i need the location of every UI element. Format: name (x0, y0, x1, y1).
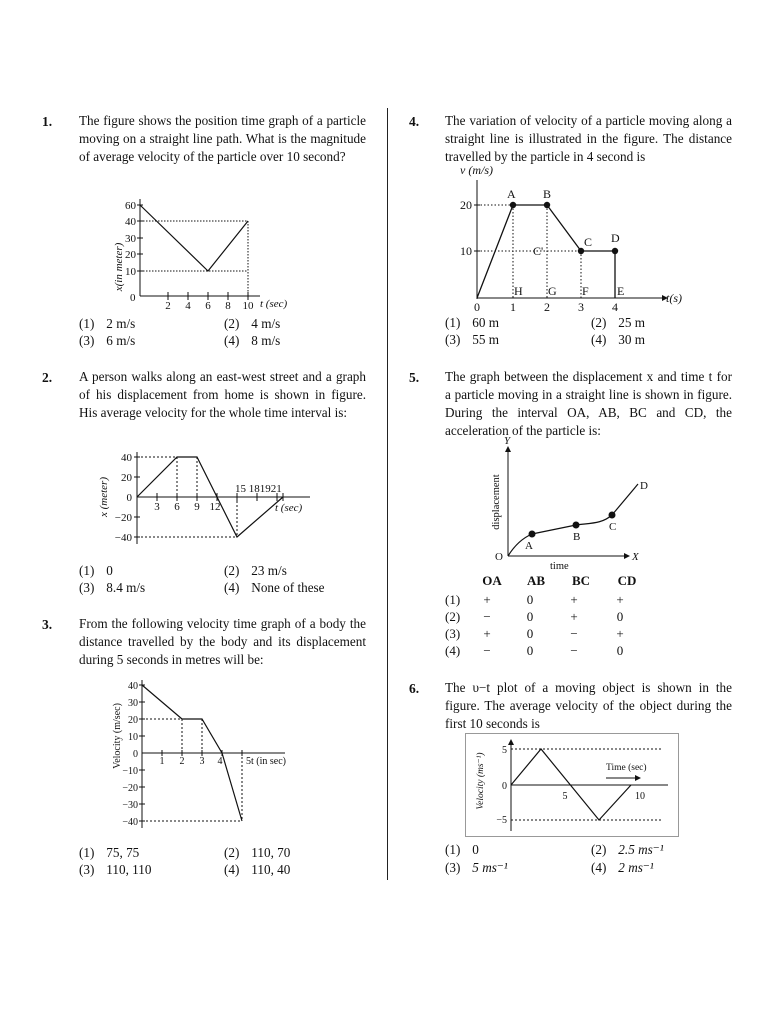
q4-ytick: 20 (460, 198, 472, 212)
q3-ylabel: Velocity (m/sec) (112, 703, 123, 769)
q4-figure (440, 162, 700, 312)
q1-ytick: 10 (125, 266, 136, 278)
q4-xtick: 3 (578, 300, 584, 314)
q5-label-d: D (640, 480, 648, 492)
q1-option-2[interactable]: (2) 4 m/s (224, 316, 281, 331)
q1-xtick: 6 (205, 300, 211, 312)
q1-ytick: 60 (125, 200, 136, 212)
q2-ytick: 20 (121, 472, 132, 484)
q3-xlabel: 5t (in sec) (246, 756, 286, 767)
q4-number: 4. (409, 114, 420, 129)
q3-ytick: 30 (128, 698, 138, 709)
q4-xtick: 0 (474, 300, 480, 314)
q1-ytick: 30 (125, 233, 136, 245)
q1-number: 1. (42, 114, 53, 129)
q3-ytick: −10 (122, 766, 138, 777)
q1-graph-line (140, 205, 248, 271)
q1-xtick: 4 (185, 300, 191, 312)
q4-label-f: F (582, 284, 589, 298)
q3-xtick: 3 (199, 756, 205, 767)
q5-option-4[interactable]: (4) − 0 − 0 (445, 643, 624, 658)
q3-ytick: −30 (122, 800, 138, 811)
q5-option-2[interactable]: (2) − 0 + 0 (445, 609, 624, 624)
q4-xtick: 2 (544, 300, 550, 314)
q2-xtick-top: 15 181921 (235, 483, 282, 495)
q5-text: The graph between the displacement x and time t for a particle moving in a straight line is shown in figure. During the interval OA, AB, BC and CD, the acceleration of the particle is: (445, 369, 732, 438)
q1-origin: 0 (130, 292, 136, 304)
q5-label-b: B (573, 531, 581, 543)
q6-xlabel: Time (sec) (606, 763, 647, 773)
q2-ytick: 0 (126, 492, 132, 504)
q2-ylabel: x (meter) (98, 476, 110, 518)
q4-option-1[interactable]: (1) 60 m (445, 315, 500, 330)
q3-option-3[interactable]: (3) 110, 110 (79, 862, 152, 877)
q3-ytick: −40 (122, 817, 138, 828)
q2-option-4[interactable]: (4) None of these (224, 580, 325, 595)
q5-xlabel: time (550, 561, 569, 572)
q1-ytick: 40 (125, 216, 136, 228)
q4-label-d: D (611, 231, 620, 245)
q4-text: The variation of velocity of a particle moving along a straight line is illustrated in the figure. The distance travelled by the particle in 4 second is (445, 113, 732, 164)
q2-option-1[interactable]: (1) 0 (79, 563, 113, 578)
q4-option-2[interactable]: (2) 25 m (591, 315, 646, 330)
q3-option-4[interactable]: (4) 110, 40 (224, 862, 291, 877)
q6-xtick: 5 (562, 791, 568, 802)
q4-ylabel: v (m/s) (460, 163, 493, 177)
q4-label-h: H (514, 284, 523, 298)
q4-label-b: B (543, 187, 552, 201)
q5-point-a (529, 531, 536, 538)
q4-option-4[interactable]: (4) 30 m (591, 332, 646, 347)
q6-ytick: −5 (496, 815, 507, 826)
q4-label-c-prime: C' (533, 244, 544, 258)
q2-option-2[interactable]: (2) 23 m/s (224, 563, 287, 578)
q4-xtick: 1 (510, 300, 516, 314)
q2-ytick: −20 (114, 512, 132, 524)
q6-ylabel: Velocity (ms⁻¹) (476, 752, 486, 810)
q2-xtick: 6 (174, 501, 180, 513)
q6-number: 6. (409, 681, 420, 696)
q6-ytick: 5 (502, 745, 507, 756)
q4-option-3[interactable]: (3) 55 m (445, 332, 500, 347)
q3-option-1[interactable]: (1) 75, 75 (79, 845, 140, 860)
q5-figure (478, 432, 658, 572)
q3-xtick: 2 (179, 756, 185, 767)
q2-ytick: 40 (121, 452, 132, 464)
q2-text: A person walks along an east-west street and a graph of his displacement from home is shown in figure. His average velocity for the whole time interval is: (79, 369, 366, 420)
q6-option-3[interactable]: (3) 5 ms⁻¹ (445, 860, 508, 875)
q6-option-2[interactable]: (2) 2.5 ms⁻¹ (591, 842, 664, 857)
q5-point-c (609, 512, 616, 519)
q2-xtick: 9 (194, 501, 200, 513)
q2-ytick: −40 (114, 532, 132, 544)
q4-label-g: G (548, 284, 557, 298)
q3-ytick: 20 (128, 715, 138, 726)
q5-number: 5. (409, 370, 420, 385)
q5-yaxis-label: Y (504, 435, 511, 447)
q2-figure (95, 448, 335, 548)
q3-number: 3. (42, 617, 53, 632)
q5-ylabel: displacement (491, 474, 502, 530)
q1-option-4[interactable]: (4) 8 m/s (224, 333, 281, 348)
q4-point-d (612, 248, 618, 254)
q6-figure (465, 733, 680, 837)
q6-option-4[interactable]: (4) 2 ms⁻¹ (591, 860, 654, 875)
q1-xtick: 2 (165, 300, 171, 312)
q5-option-1[interactable]: (1) + 0 + + (445, 592, 624, 607)
q4-label-e: E (617, 284, 625, 298)
q3-ytick: 10 (128, 732, 138, 743)
q3-ytick: 40 (128, 681, 138, 692)
q2-number: 2. (42, 370, 53, 385)
q5-label-c: C (609, 521, 617, 533)
q3-figure (110, 678, 310, 834)
q4-label-c: C (584, 235, 593, 249)
q1-option-3[interactable]: (3) 6 m/s (79, 333, 136, 348)
q5-xaxis-label: X (632, 551, 639, 563)
q1-xlabel: t (sec) (260, 298, 288, 310)
q4-point-b (544, 202, 550, 208)
q5-label-a: A (525, 540, 533, 552)
q4-xlabel: t(s) (666, 291, 682, 305)
q1-ytick: 20 (125, 249, 136, 261)
q1-text: The figure shows the position time graph of a particle moving on a straight line path. What is the magnitude of average velocity of the particle over 10 second? (79, 113, 366, 164)
q1-ylabel: x(in meter) (113, 242, 125, 292)
q4-xtick: 4 (612, 300, 618, 314)
q2-option-3[interactable]: (3) 8.4 m/s (79, 580, 146, 595)
column-divider (387, 108, 388, 880)
q4-graph-line (477, 205, 615, 298)
q5-answer-table: OA AB BC CD (1) + 0 + + (2) − 0 + 0 (3) + 0 − + (4) − 0 − 0 (445, 573, 637, 658)
q2-xtick: 12 (209, 501, 221, 513)
q4-ytick: 10 (460, 244, 472, 258)
q2-xtick: 3 (154, 501, 160, 513)
q5-option-3[interactable]: (3) + 0 − + (445, 626, 624, 641)
q6-xtick: 10 (635, 791, 645, 802)
q5-point-b (573, 522, 580, 529)
q3-ytick: −20 (122, 783, 138, 794)
q1-xtick: 10 (242, 300, 254, 312)
q3-text: From the following velocity time graph of a body the distance travelled by the body and its displacement during 5 seconds in metres will be: (79, 616, 366, 667)
q2-xlabel: t (sec) (275, 502, 303, 514)
q6-ytick: 0 (502, 781, 507, 792)
q1-option-1[interactable]: (1) 2 m/s (79, 316, 136, 331)
q1-figure (100, 195, 300, 315)
q1-xtick: 8 (225, 300, 231, 312)
q3-xtick: 4 (217, 756, 223, 767)
q4-label-a: A (507, 187, 516, 201)
q3-xtick: 1 (159, 756, 165, 767)
q4-point-a (510, 202, 516, 208)
q5-origin: O (495, 551, 503, 563)
q6-option-1[interactable]: (1) 0 (445, 842, 479, 857)
q3-option-2[interactable]: (2) 110, 70 (224, 845, 291, 860)
q3-ytick: 0 (133, 749, 138, 760)
q6-text: The υ−t plot of a moving object is shown in the figure. The average velocity of the object during the first 10 seconds is (445, 680, 732, 731)
